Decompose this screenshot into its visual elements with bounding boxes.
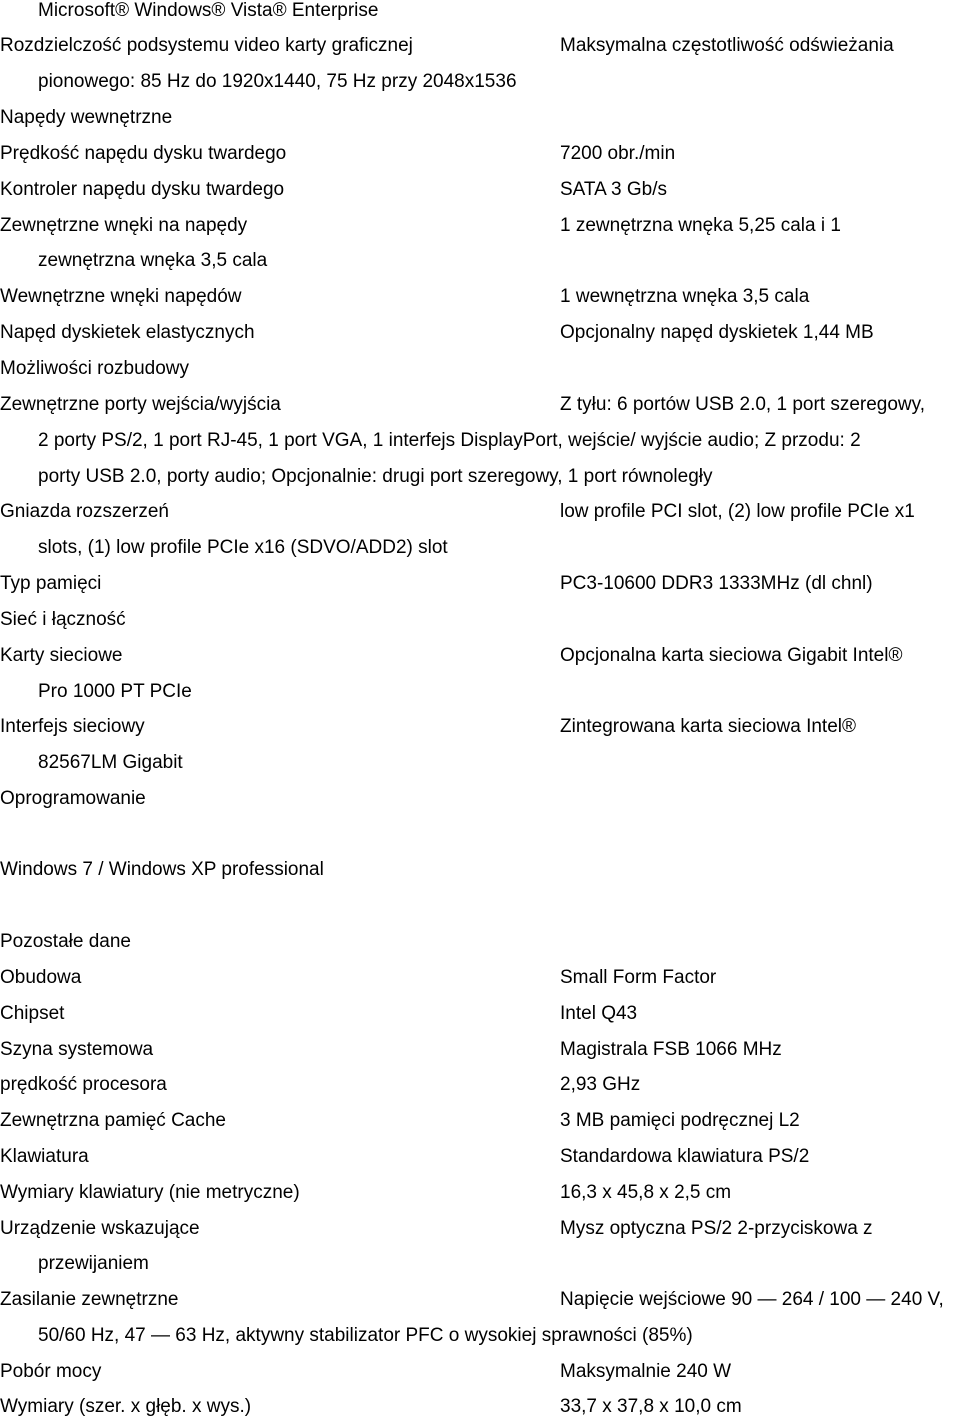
hdd-speed-label: Prędkość napędu dysku twardego [0, 143, 287, 164]
kbd-dims-label: Wymiary klawiatury (nie metryczne) [0, 1182, 300, 1203]
case-label: Obudowa [0, 967, 82, 988]
bus-value: Magistrala FSB 1066 MHz [560, 1039, 782, 1060]
video-res-value: Maksymalna częstotliwość odświeżania [560, 35, 894, 56]
pointing-value: Mysz optyczna PS/2 2-przyciskowa z [560, 1218, 873, 1239]
section-network: Sieć i łączność [0, 609, 126, 630]
psu-value-cont: 50/60 Hz, 47 — 63 Hz, aktywny stabilizator PFC o wysokiej sprawności (85%) [38, 1325, 693, 1346]
pointing-label: Urządzenie wskazujące [0, 1218, 200, 1239]
nic-label: Karty sieciowe [0, 645, 123, 666]
keyboard-value: Standardowa klawiatura PS/2 [560, 1146, 810, 1167]
hdd-speed-value: 7200 obr./min [560, 143, 676, 164]
slots-label: Gniazda rozszerzeń [0, 501, 169, 522]
video-res-label: Rozdzielczość podsystemu video karty graficznej [0, 35, 413, 56]
chipset-value: Intel Q43 [560, 1003, 638, 1024]
ext-bays-value-cont: zewnętrzna wnęka 3,5 cala [38, 250, 268, 271]
ext-bays-value: 1 zewnętrzna wnęka 5,25 cala i 1 [560, 215, 841, 236]
bus-label: Szyna systemowa [0, 1039, 154, 1060]
software-value: Windows 7 / Windows XP professional [0, 859, 324, 880]
power-value: Maksymalnie 240 W [560, 1361, 732, 1382]
slots-value: low profile PCI slot, (2) low profile PCIe x1 [560, 501, 915, 522]
section-other: Pozostałe dane [0, 931, 131, 952]
os-line: Microsoft® Windows® Vista® Enterprise [38, 0, 379, 21]
section-expansion: Możliwości rozbudowy [0, 358, 190, 379]
dims-value: 33,7 x 37,8 x 10,0 cm [560, 1396, 742, 1417]
netif-value: Zintegrowana karta sieciowa Intel® [560, 716, 856, 737]
section-software: Oprogramowanie [0, 788, 146, 809]
chipset-label: Chipset [0, 1003, 65, 1024]
netif-label: Interfejs sieciowy [0, 716, 145, 737]
dims-label: Wymiary (szer. x głęb. x wys.) [0, 1396, 252, 1417]
int-bays-value: 1 wewnętrzna wnęka 3,5 cala [560, 286, 810, 307]
kbd-dims-value: 16,3 x 45,8 x 2,5 cm [560, 1182, 732, 1203]
pointing-value-cont: przewijaniem [38, 1253, 149, 1274]
nic-value-cont: Pro 1000 PT PCIe [38, 681, 192, 702]
int-bays-label: Wewnętrzne wnęki napędów [0, 286, 242, 307]
netif-value-cont: 82567LM Gigabit [38, 752, 183, 773]
ports-value-cont-1: 2 porty PS/2, 1 port RJ-45, 1 port VGA, 1 interfejs DisplayPort, wejście/ wyjście audio; Z przodu: 2 [38, 430, 861, 451]
psu-label: Zasilanie zewnętrzne [0, 1289, 179, 1310]
video-res-value-cont: pionowego: 85 Hz do 1920x1440, 75 Hz przy 2048x1536 [38, 71, 517, 92]
section-drives: Napędy wewnętrzne [0, 107, 173, 128]
case-value: Small Form Factor [560, 967, 717, 988]
memory-label: Typ pamięci [0, 573, 102, 594]
memory-value: PC3-10600 DDR3 1333MHz (dl chnl) [560, 573, 873, 594]
keyboard-label: Klawiatura [0, 1146, 89, 1167]
slots-value-cont: slots, (1) low profile PCIe x16 (SDVO/ADD2) slot [38, 537, 448, 558]
ports-value: Z tyłu: 6 portów USB 2.0, 1 port szeregowy, [560, 394, 926, 415]
cpu-speed-label: prędkość procesora [0, 1074, 167, 1095]
ext-bays-label: Zewnętrzne wnęki na napędy [0, 215, 248, 236]
nic-value: Opcjonalna karta sieciowa Gigabit Intel® [560, 645, 903, 666]
cpu-speed-value: 2,93 GHz [560, 1074, 641, 1095]
ports-value-cont-2: porty USB 2.0, porty audio; Opcjonalnie: drugi port szeregowy, 1 port równoległy [38, 466, 713, 487]
cache-label: Zewnętrzna pamięć Cache [0, 1110, 226, 1131]
power-label: Pobór mocy [0, 1361, 102, 1382]
psu-value: Napięcie wejściowe 90 — 264 / 100 — 240 V, [560, 1289, 944, 1310]
floppy-value: Opcjonalny napęd dyskietek 1,44 MB [560, 322, 874, 343]
cache-value: 3 MB pamięci podręcznej L2 [560, 1110, 800, 1131]
hdd-ctrl-value: SATA 3 Gb/s [560, 179, 668, 200]
hdd-ctrl-label: Kontroler napędu dysku twardego [0, 179, 285, 200]
ports-label: Zewnętrzne porty wejścia/wyjścia [0, 394, 281, 415]
floppy-label: Napęd dyskietek elastycznych [0, 322, 255, 343]
